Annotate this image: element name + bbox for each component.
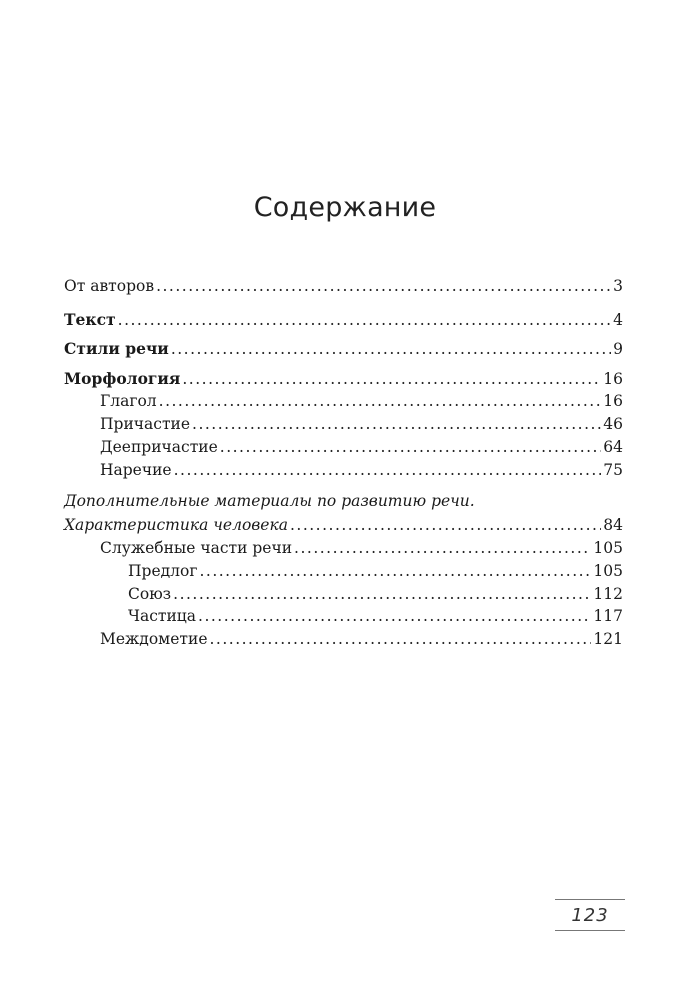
dot-leader xyxy=(174,461,602,479)
page-number: 123 xyxy=(555,899,625,931)
toc-entry-page: 9 xyxy=(613,340,623,358)
dot-leader xyxy=(156,277,611,295)
toc-entry-harakteristika[interactable] xyxy=(64,516,623,538)
toc-entry-page: 46 xyxy=(603,415,623,433)
dot-leader xyxy=(118,311,611,329)
toc-entry-mezhdometie[interactable] xyxy=(64,630,623,652)
toc-entry-glagol[interactable] xyxy=(64,392,623,414)
toc-entry-page: 75 xyxy=(603,461,623,479)
toc-entry-dop-materialy[interactable] xyxy=(64,492,623,514)
dot-leader xyxy=(294,539,591,557)
dot-leader xyxy=(173,585,591,603)
dot-leader xyxy=(192,415,601,433)
dot-leader xyxy=(198,607,591,625)
dot-leader xyxy=(210,630,592,648)
toc-entry-label: От авторов xyxy=(64,277,155,295)
dot-leader xyxy=(159,392,602,410)
dot-leader xyxy=(182,370,601,388)
toc-entry-page: 121 xyxy=(593,630,623,648)
toc-entry-page: 3 xyxy=(613,277,623,295)
dot-leader xyxy=(199,562,591,580)
dot-leader xyxy=(290,516,601,534)
toc-entry-label: Дополнительные материалы по развитию речи. xyxy=(64,492,475,510)
toc-entry-label: Стили речи xyxy=(64,339,169,358)
toc-entry-label: Союз xyxy=(128,585,172,603)
toc-entry-label: Морфология xyxy=(64,369,181,388)
toc-entry-ot-avtorov[interactable] xyxy=(64,277,623,299)
toc-entry-prichastie[interactable] xyxy=(64,415,623,437)
page-title: Содержание xyxy=(253,192,437,223)
toc-entry-sluzhebnye[interactable] xyxy=(64,539,623,561)
toc-entry-page: 84 xyxy=(603,516,623,534)
toc-entry-page: 117 xyxy=(593,607,623,625)
dot-leader xyxy=(171,340,611,358)
toc-entry-page: 4 xyxy=(613,311,623,329)
toc-entry-label: Деепричастие xyxy=(100,438,218,456)
toc-entry-page: 112 xyxy=(593,585,623,603)
toc-entry-narechie[interactable] xyxy=(64,461,623,483)
toc-entry-page: 64 xyxy=(603,438,623,456)
toc-entry-page: 16 xyxy=(603,392,623,410)
toc-entry-page: 105 xyxy=(593,562,623,580)
toc-entry-page: 105 xyxy=(593,539,623,557)
toc-entry-deeprichastie[interactable] xyxy=(64,438,623,460)
toc-entry-page: 16 xyxy=(603,370,623,388)
toc-entry-label: Глагол xyxy=(100,392,157,410)
toc-entry-label: Предлог xyxy=(128,562,198,580)
toc-entry-soyuz[interactable] xyxy=(64,585,623,607)
toc-entry-label: Характеристика человека xyxy=(64,516,288,534)
toc-entry-label: Частица xyxy=(128,607,197,625)
toc-entry-predlog[interactable] xyxy=(64,562,623,584)
toc-entry-tekst[interactable] xyxy=(64,310,623,332)
dot-leader xyxy=(220,438,601,456)
toc-entry-label: Текст xyxy=(64,310,116,329)
toc-entry-label: Служебные части речи xyxy=(100,539,293,557)
toc-entry-stili-rechi[interactable] xyxy=(64,339,623,361)
toc-entry-chastitsa[interactable] xyxy=(64,607,623,629)
toc-entry-morfologiya[interactable] xyxy=(64,369,623,391)
toc-entry-label: Наречие xyxy=(100,461,172,479)
toc-entry-label: Междометие xyxy=(100,630,208,648)
toc-entry-label: Причастие xyxy=(100,415,191,433)
